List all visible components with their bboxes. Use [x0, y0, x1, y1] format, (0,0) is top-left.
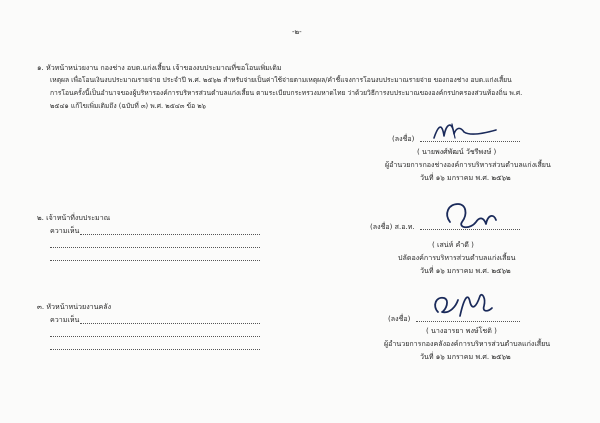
signer-2-date: วันที่ ๑๖ มกราคม พ.ศ. ๒๕๖๒ [420, 266, 511, 275]
page-number: -๒- [292, 28, 302, 36]
signer-3-name: ( นางอารยา พงษ์โชติ ) [426, 326, 497, 335]
section-3-opinion-line-1 [80, 323, 260, 324]
signer-1-date: วันที่ ๑๖ มกราคม พ.ศ. ๒๕๖๒ [420, 173, 511, 182]
signer-2-position: ปลัดองค์การบริหารส่วนตำบลแก่งเสี้ยน [398, 253, 516, 262]
signer-3-position: ผู้อำนวยการกองคลังองค์การบริหารส่วนตำบลแก่งเสี้ยน [384, 339, 551, 348]
signer-1-position: ผู้อำนวยการกองช่างองค์การบริหารส่วนตำบลแก่งเสี้ยน [385, 160, 551, 169]
signer-1-name: ( นายพงศ์พัฒน์ วัชรีพงษ์ ) [417, 147, 497, 156]
signer-2-signature [440, 200, 500, 236]
section-2-opinion-label: ความเห็น [50, 226, 80, 235]
section-2-opinion-line-3 [50, 260, 260, 261]
signer-1-sign-label: (ลงชื่อ) [392, 134, 415, 143]
section-1-reason-line-1: เหตุผล เพื่อโอนเงินงบประมาณรายจ่าย ประจำปี พ.ศ. ๒๕๖๒ สำหรับจ่ายเป็นค่าใช้จ่ายตามเหตุผล/คำชี้แจงการโอนงบประมาณรายจ่าย ของกองช่าง อบต.แก่งเสี้ยน [50, 76, 512, 84]
section-1-reason-line-3: ๒๕๔๑ แก้ไขเพิ่มเติมถึง (ฉบับที่ ๓) พ.ศ. ๒๕๔๓ ข้อ ๒๖ [50, 102, 206, 110]
signer-3-date: วันที่ ๑๖ มกราคม พ.ศ. ๒๕๖๒ [420, 352, 511, 361]
signer-2-name: ( เสน่ห์ คำดี ) [432, 240, 474, 249]
signer-3-signature [430, 288, 494, 326]
section-3-opinion-line-2 [50, 336, 260, 337]
signer-1-signature [430, 118, 500, 150]
signer-3-sign-label: (ลงชื่อ) [388, 314, 411, 323]
section-2-opinion-line-2 [50, 247, 260, 248]
section-2-heading: ๒. เจ้าหน้าที่งบประมาณ [37, 213, 111, 222]
section-1-reason-line-2: การโอนครั้งนี้เป็นอำนาจของผู้บริหารองค์การบริหารส่วนตำบลแก่งเสี้ยน ตามระเบียบกระทรวงมหาดไทย ว่าด้วยวิธีการงบประมาณขององค์กรปกครองส่วนท้องถิ่น พ.ศ. [50, 89, 523, 97]
section-3-opinion-line-3 [50, 349, 260, 350]
section-1-heading: ๑. หัวหน้าหน่วยงาน กองช่าง อบต.แก่งเสี้ยน เจ้าของงบประมาณที่ขอโอนเพิ่มเติม [37, 63, 282, 72]
section-3-heading: ๓. หัวหน้าหน่วยงานคลัง [37, 302, 112, 311]
section-2-opinion-line-1 [80, 234, 260, 235]
section-3-opinion-label: ความเห็น [50, 315, 80, 324]
signer-2-sign-label: (ลงชื่อ) ส.อ.ท. [370, 222, 415, 231]
